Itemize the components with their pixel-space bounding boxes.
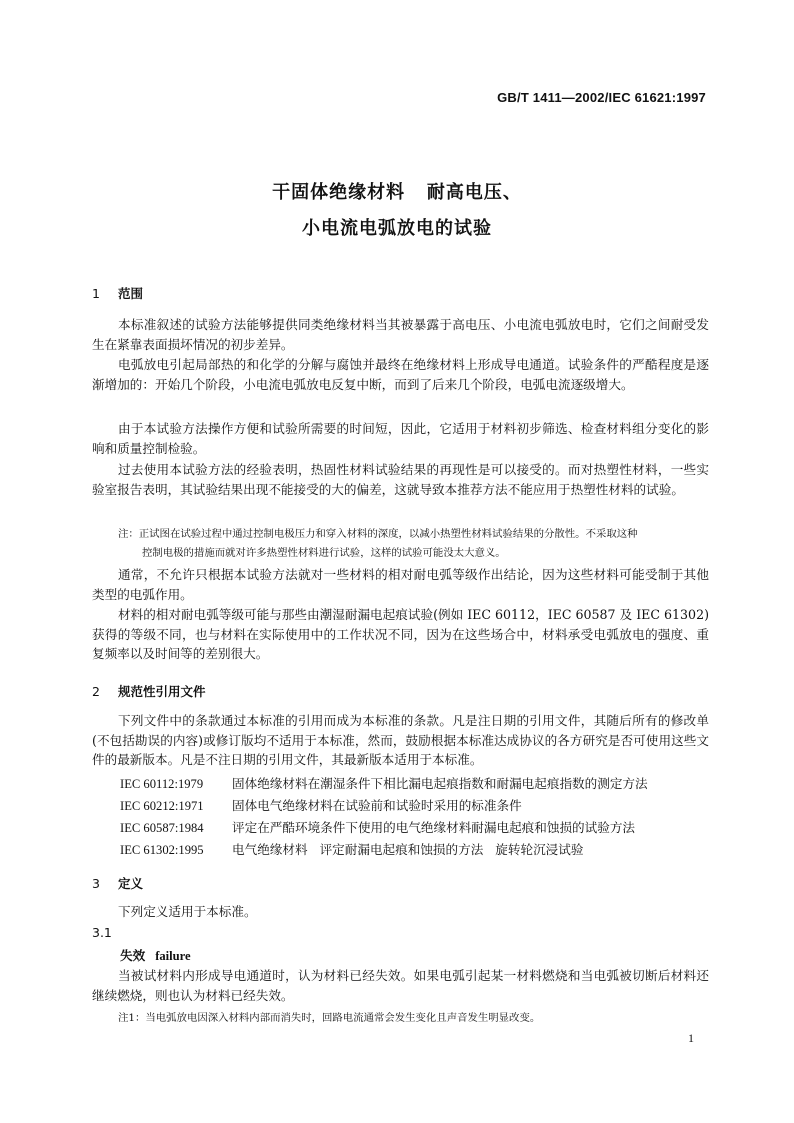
note [118, 525, 713, 563]
paragraph: 由于本试验方法操作方便和试验所需要的时间短，因此，它适用于材料初步筛选、检查材料组分变化的影响和质量控制检验。 [92, 421, 709, 456]
page-number: 1 [688, 1031, 694, 1045]
note: 注1：当电弧放电因深入材料内部而消失时，回路电流通常会发生变化且声音发生明显改变。 [118, 1012, 541, 1024]
term-chinese: 失效 [120, 948, 146, 963]
section-title: 定义 [118, 876, 144, 891]
reference-code: IEC 60112:1979 [120, 777, 204, 791]
section-number: 3 [92, 876, 100, 891]
document-title-line1: 干固体绝缘材料 耐高电压、 [272, 182, 522, 203]
subclause-number: 3.1 [92, 925, 112, 940]
section-number: 1 [92, 286, 100, 301]
section-title: 规范性引用文件 [118, 684, 206, 699]
reference-item [120, 774, 648, 794]
section-1-heading [92, 284, 143, 302]
reference-title: 评定在严酷环境条件下使用的电气绝缘材料耐漏电起痕和蚀损的试验方法 [232, 820, 635, 835]
reference-title: 电气绝缘材料 评定耐漏电起痕和蚀损的方法 旋转轮沉浸试验 [232, 842, 584, 857]
note-line: 注：正试图在试验过程中通过控制电极压力和穿入材料的深度，以减小热塑性材料试验结果的分散性。不采取这种 [118, 528, 638, 540]
section-2-heading [92, 682, 206, 700]
term-english: failure [155, 949, 191, 963]
section-3-heading [92, 874, 143, 892]
paragraph: 过去使用本试验方法的经验表明，热固性材料试验结果的再现性是可以接受的。而对热塑性材料，一些实验室报告表明，其试验结果出现不能接受的大的偏差，这就导致本推荐方法不能应用于热塑性材料的试验。 [92, 462, 709, 497]
reference-code: IEC 61302:1995 [120, 843, 204, 857]
note-line: 控制电极的措施而就对许多热塑性材料进行试验，这样的试验可能没太大意义。 [142, 547, 506, 559]
reference-code: IEC 60212:1971 [120, 799, 204, 813]
definition-paragraph: 当被试材料内形成导电通道时，认为材料已经失效。如果电弧引起某一材料燃烧和当电弧被切断后材料还继续燃烧，则也认为材料已经失效。 [92, 968, 709, 1003]
reference-item [120, 818, 635, 838]
paragraph: 通常，不允许只根据本试验方法就对一些材料的相对耐电弧等级作出结论，因为这些材料可能受制于其他类型的电弧作用。 [92, 567, 709, 602]
paragraph: 下列定义适用于本标准。 [118, 904, 257, 919]
reference-title: 固体绝缘材料在潮湿条件下相比漏电起痕指数和耐漏电起痕指数的测定方法 [232, 776, 648, 791]
document-title-line2: 小电流电弧放电的试验 [302, 218, 492, 239]
term-entry [120, 945, 191, 964]
reference-item [120, 796, 522, 816]
standard-code: GB/T 1411—2002/IEC 61621:1997 [497, 90, 706, 105]
paragraph: 电弧放电引起局部热的和化学的分解与腐蚀并最终在绝缘材料上形成导电通道。试验条件的严酷程度是逐渐增加的：开始几个阶段，小电流电弧放电反复中断，而到了后来几个阶段，电弧电流逐级增大。 [92, 357, 709, 392]
reference-title: 固体电气绝缘材料在试验前和试验时采用的标准条件 [232, 798, 522, 813]
section-number: 2 [92, 684, 100, 699]
paragraph: 下列文件中的条款通过本标准的引用而成为本标准的条款。凡是注日期的引用文件，其随后所有的修改单(不包括勘误的内容)或修订版均不适用于本标准，然而，鼓励根据本标准达成协议的各方研究是否可使用这些文件的最新版本。凡是不注日期的引用文件，其最新版本适用于本标准。 [92, 713, 709, 767]
section-title: 范围 [118, 286, 144, 301]
paragraph: 材料的相对耐电弧等级可能与那些由潮湿耐漏电起痕试验(例如 IEC 60112，IEC 60587 及 IEC 61302)获得的等级不同，也与材料在实际使用中的工作状况不同，因为在这些场合中，材料承受电弧放电的强度、重复频率以及时间等的差别很大。 [92, 607, 709, 661]
reference-code: IEC 60587:1984 [120, 821, 204, 835]
reference-item [120, 840, 583, 860]
paragraph: 本标准叙述的试验方法能够提供同类绝缘材料当其被暴露于高电压、小电流电弧放电时，它们之间耐受发生在紧靠表面损坏情况的初步差异。 [92, 317, 709, 352]
